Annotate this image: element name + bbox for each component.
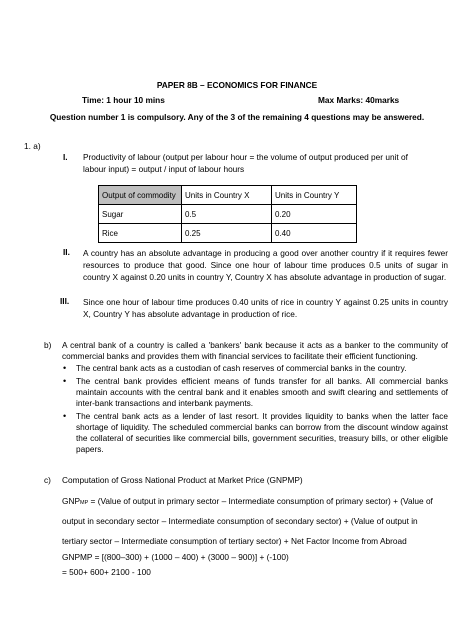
table-row <box>99 205 357 224</box>
productivity-line-2: labour input) = output / input of labour hours <box>83 164 245 174</box>
table-row <box>99 224 357 243</box>
productivity-line-1: Productivity of labour (output per labour hour = the volume of output produced per unit of <box>83 152 408 162</box>
table-header-row <box>99 186 357 205</box>
table-header: Units in Country X <box>182 186 272 205</box>
table-cell: Sugar <box>99 205 182 224</box>
table-cell: Rice <box>99 224 182 243</box>
roman-i: I. <box>63 152 68 162</box>
roman-iii: III. <box>60 296 70 306</box>
table-cell: 0.5 <box>182 205 272 224</box>
gnp-result: = 500+ 600+ 2100 - 100 <box>62 567 151 577</box>
table-cell: 0.25 <box>182 224 272 243</box>
question-number: 1. a) <box>24 141 41 151</box>
absolute-advantage-rice: Since one hour of labour time produces 0.40 units of rice in country Y against 0.25 units in country X, Country Y has absolute advantage in production of rice. <box>83 297 448 320</box>
gnp-computation: GNPMP = [(800–300) + (1000 – 400) + (3000 – 900)] + (-100) <box>62 552 289 562</box>
table-header: Units in Country Y <box>272 186 357 205</box>
table-cell: 0.40 <box>272 224 357 243</box>
paper-title: PAPER 8B – ECONOMICS FOR FINANCE <box>156 80 318 90</box>
bullet-item: The central bank acts as a lender of last resort. It provides liquidity to banks when the latter face shortage of liquidity. The scheduled commercial banks can borrow from the discount window against the collateral of securities like commercial bills, government securities, treasury bills, or other eligible papers. <box>76 411 448 454</box>
bullet-dot: • <box>63 411 67 421</box>
central-bank-intro: A central bank of a country is called a 'bankers' bank because it acts as a banker to the community of commercial banks and provides them with financial services to facilitate their efficient functioning. <box>62 340 448 361</box>
part-c-label: c) <box>44 475 51 485</box>
instruction: Question number 1 is compulsory. Any of the 3 of the remaining 4 questions may be answered. <box>49 112 425 122</box>
gnp-heading: Computation of Gross National Product at Market Price (GNPMP) <box>62 475 303 485</box>
bullet-item: The central bank acts as a custodian of cash reserves of commercial banks in the country. <box>76 363 407 373</box>
gnp-formula-line-1 <box>62 496 433 508</box>
gnp-subscript: MP <box>79 500 89 506</box>
absolute-advantage-sugar: A country has an absolute advantage in producing a good over another country if it requires fewer resources to produce that good. Since one hour of labour time produces 0.5 units of sugar in country X against 0.20 units in country Y, Country X has absolute advantage in production of sugar. <box>83 248 448 283</box>
gnp-symbol: GNP <box>62 496 80 506</box>
gnp-formula-rest: = (Value of output in primary sector – Intermediate consumption of primary sector) + (Value of <box>88 496 433 506</box>
time-allowed: Time: 1 hour 10 mins <box>82 95 165 105</box>
bullet-dot: • <box>63 363 67 373</box>
table-cell: 0.20 <box>272 205 357 224</box>
bullet-item: The central bank provides efficient means of funds transfer for all banks. All commercial banks maintain accounts with the central bank and it enables smooth and swift clearing and settlements of inter-bank transactions and interbank payments. <box>76 376 448 408</box>
bullet-dot: • <box>63 376 67 386</box>
max-marks: Max Marks: 40marks <box>318 95 400 105</box>
gnp-formula-line-2: output in secondary sector – Intermediate consumption of secondary sector) + (Value of output in <box>62 516 418 526</box>
productivity-table <box>98 185 357 243</box>
table-header: Output of commodity <box>99 186 182 205</box>
roman-ii: II. <box>63 247 70 257</box>
gnp-formula-line-3: tertiary sector – Intermediate consumption of tertiary sector) + Net Factor Income from Abroad <box>62 536 407 546</box>
part-b-label: b) <box>44 340 52 350</box>
